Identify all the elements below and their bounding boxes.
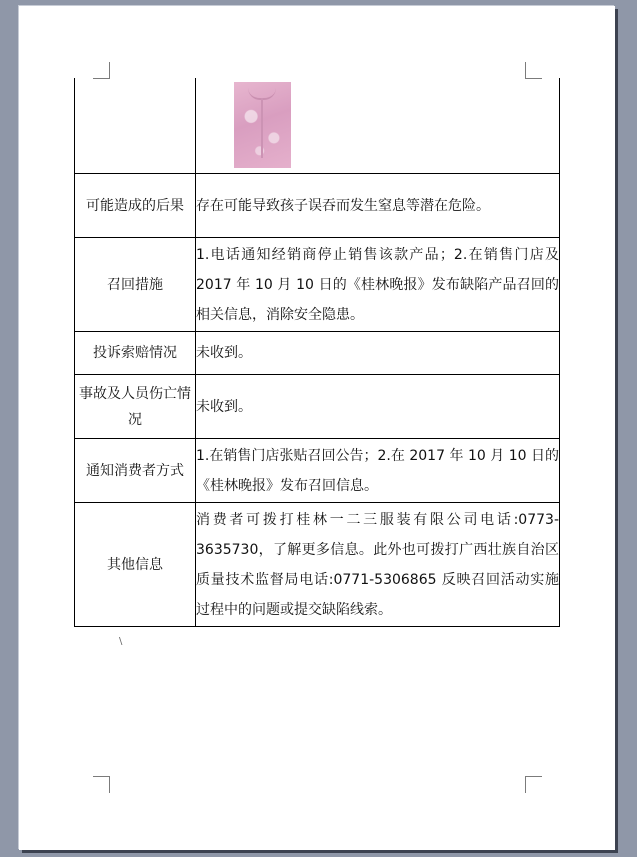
table-row-accidents (75, 375, 560, 439)
crop-mark-top-right (525, 62, 542, 79)
row-value: 未收到。 (196, 332, 560, 375)
recall-info-table (74, 78, 560, 627)
product-photo (234, 82, 291, 168)
photo-placket-detail (261, 98, 263, 158)
row-label: 可能造成的后果 (75, 174, 196, 238)
table-row-consequence (75, 174, 560, 238)
table-row-image (75, 78, 560, 174)
table-row-recall-measures (75, 238, 560, 332)
table-row-notify-consumers (75, 439, 560, 503)
row-label: 召回措施 (75, 238, 196, 332)
crop-mark-bottom-left (93, 776, 110, 793)
table-row-other-info (75, 503, 560, 627)
stray-mark: \ (119, 636, 123, 647)
crop-mark-bottom-right (525, 776, 542, 793)
row-label: 其他信息 (75, 503, 196, 627)
crop-mark-top-left (93, 62, 110, 79)
row-label: 通知消费者方式 (75, 439, 196, 503)
document-page (19, 6, 615, 850)
row-value: 1.电话通知经销商停止销售该款产品；2.在销售门店及 2017 年 10 月 10 日的《桂林晚报》发布缺陷产品召回的相关信息，消除安全隐患。 (196, 238, 560, 332)
row-value: 1.在销售门店张贴召回公告；2.在 2017 年 10 月 10 日的《桂林晚报》发布召回信息。 (196, 439, 560, 503)
row-label: 投诉索赔情况 (75, 332, 196, 375)
table-row-complaints (75, 332, 560, 375)
row-value-image-cell (196, 78, 560, 174)
row-value: 未收到。 (196, 375, 560, 439)
row-label (75, 78, 196, 174)
row-value: 消费者可拨打桂林一二三服装有限公司电话:0773-3635730，了解更多信息。此外也可拨打广西壮族自治区质量技术监督局电话:0771-5306865 反映召回活动实施过程中的问题或提交缺陷线索。 (196, 503, 560, 627)
row-label: 事故及人员伤亡情况 (75, 375, 196, 439)
row-value: 存在可能导致孩子误吞而发生窒息等潜在危险。 (196, 174, 560, 238)
